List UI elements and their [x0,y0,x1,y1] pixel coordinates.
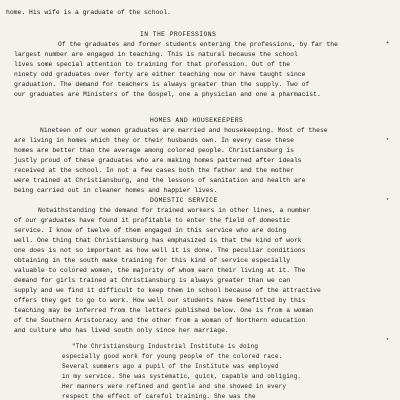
margin-mark: * [386,198,390,204]
text-line: service. I know of twelve of them engaged in this service who are doing [14,227,287,234]
text-line: lives some special attention to training for that profession. Out of the [14,61,291,68]
text-line: our graduates are Ministers of the Gospel, one a physician and one a pharmacist. [14,91,321,98]
text-line: valuable to colored women, the majority of whom earn their living at it. The [14,267,306,274]
text-line: demand for girls trained at Christiansburg is always greater than we can [14,277,291,284]
text-line: and culture who has lived south only since her marriage. [14,327,229,334]
margin-mark: + [386,40,390,46]
text-line: Nineteen of our women graduates are married and housekeeping. Most of these [40,127,328,134]
text-line: well. One thing that Christiansburg has emphasized is that the kind of work [14,237,302,244]
text-line: obtaining in the south make training for this kind of service especially [14,257,291,264]
text-line: one does is not so important as how well it is done. The peculiar conditions [14,247,306,254]
quoted-letter-line: especially good work for young people of the colored race. [62,353,283,360]
text-line: offers they get to go to work. How well our students have benefitted by this [14,297,306,304]
section-heading-homes-and-housekeepers: HOMES AND HOUSEKEEPERS [150,117,244,124]
quoted-letter-line: in my service. She was systematic, quick, capable and obliging. [62,373,302,380]
text-line: of the Southern Aristocracy and the other from a woman of Northern education [14,317,306,324]
text-line: justly proud of these graduates who are making homes patterned after ideals [14,157,302,164]
text-line: supply and we find it difficult to keep them in school because of the attractive [14,287,321,294]
text-line: graduation. The demand for teachers is always greater than the supply. Two of [14,81,310,88]
text-line: are living in homes which they or their husbands own. In every case these [14,137,294,144]
section-heading-professions: IN THE PROFESSIONS [140,31,217,38]
quoted-letter-line: "The Christiansburg Industrial Institute is doing [72,343,259,350]
section-heading-domestic-service: DOMESTIC SERVICE [150,197,218,204]
text-line: Of the graduates and former students entering the professions, by far the [58,41,338,48]
quoted-letter-line: Her manners were refined and gentle and she showed in every [62,383,287,390]
text-line: Notwithstanding the demand for trained workers in other lines, a number [38,207,311,214]
text-line: were trained at Christiansburg, and the lessons of sanitation and health are [14,177,306,184]
margin-mark: * [386,138,390,144]
quoted-letter-line: respect the effect of careful training. She was the [62,393,256,400]
text-line: of our graduates have found it profitable to enter the field of domestic [14,217,291,224]
text-line: ninety odd graduates over forty are either teaching now or have taught since [14,71,306,78]
quoted-letter-line: Several summers ago a pupil of the Institute was employed [62,363,279,370]
text-line: being carried out in cleaner homes and happier lives. [14,187,218,194]
text-line: largest number are engaged in teaching. This is natural because the school [14,51,298,58]
text-line: received at the school. In not a few cases both the father and the mother [14,167,294,174]
text-line: teaching may be inferred from the letters published below. One is from a woman [14,307,314,314]
text-line: home. His wife is a graduate of the school. [6,9,171,16]
margin-mark: * [386,338,390,344]
text-line: homes are better than the average among colored people. Christiansburg is [14,147,294,154]
